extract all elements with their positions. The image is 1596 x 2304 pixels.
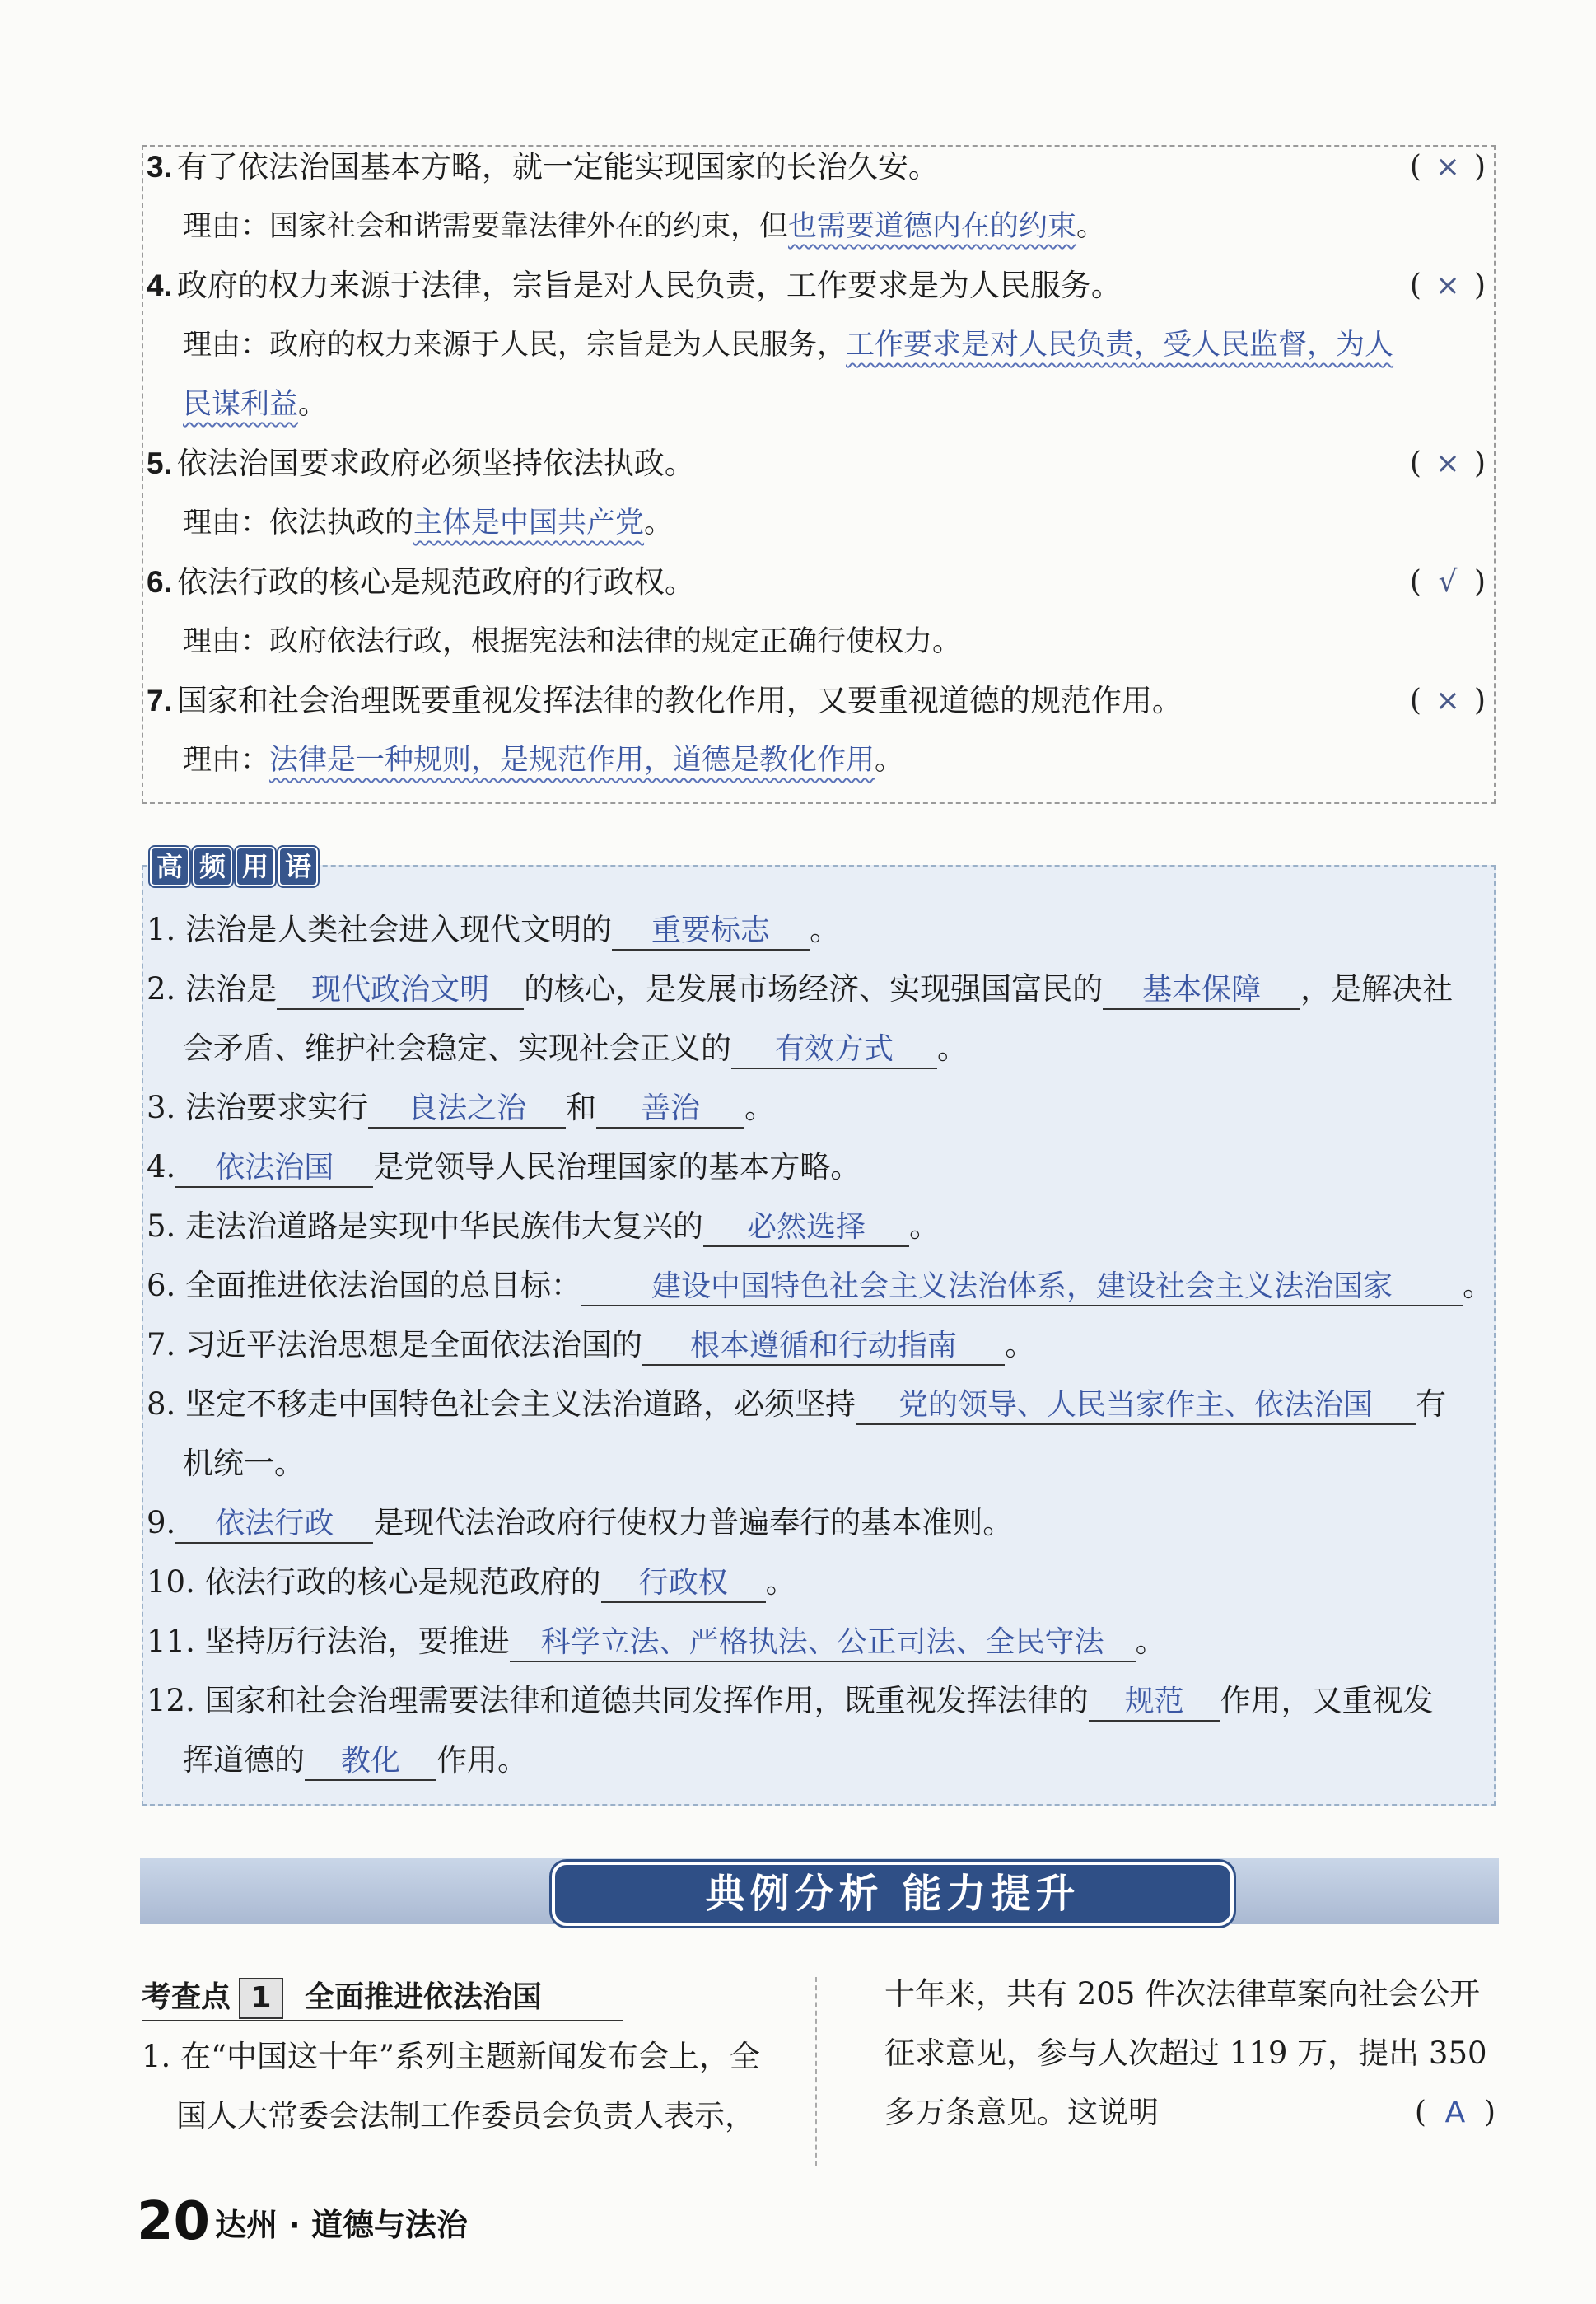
phrase-12-cont: 挥道德的 教化 作用。 xyxy=(183,1740,1489,1781)
handwritten-answer: 也需要道德内在的约束 xyxy=(788,210,1077,243)
cross-mark: × xyxy=(1435,269,1461,302)
phrase-12: 12. 国家和社会治理需要法律和道德共同发挥作用，既重视发挥法律的 规范 作用，又重视发 xyxy=(147,1680,1489,1722)
high-frequency-phrases xyxy=(142,851,1496,1806)
reason-3: 理由：国家社会和谐需要靠法律外在的约束，但也需要道德内在的约束。 xyxy=(183,210,1106,243)
exam-point-number: 1 xyxy=(239,1978,283,2019)
fill-blank: 建设中国特色社会主义法治体系，建设社会主义法治国家 xyxy=(581,1269,1463,1306)
item-number: 3. xyxy=(147,150,172,184)
cross-mark: × xyxy=(1435,446,1461,480)
fill-blank: 重要标志 xyxy=(612,913,810,951)
statement-5: 5. 依法治国要求政府必须坚持依法执政。 ( × ) xyxy=(147,443,1494,484)
statement-6: 6. 依法行政的核心是规范政府的行政权。 ( √ ) xyxy=(147,562,1494,603)
phrase-2: 2. 法治是 现代政治文明 的核心，是发展市场经济、实现强国富民的 基本保障 ，是解决社 xyxy=(147,969,1489,1010)
fill-blank: 依法行政 xyxy=(175,1506,373,1544)
cross-mark: × xyxy=(1435,684,1461,717)
handwritten-answer: 民谋利益 xyxy=(183,388,299,421)
reason-5: 理由：依法执政的主体是中国共产党。 xyxy=(183,507,674,540)
question-1-line-4: 征求意见，参与人次超过 119 万，提出 350 xyxy=(884,2035,1487,2071)
statement-7: 7. 国家和社会治理既要重视发挥法律的教化作用，又要重视道德的规范作用。 ( × ) xyxy=(147,680,1494,722)
statement-4: 4. 政府的权力来源于法律，宗旨是对人民负责，工作要求是为人民服务。 ( × ) xyxy=(147,265,1494,306)
phrase-2-cont: 会矛盾、维护社会稳定、实现社会正义的 有效方式 。 xyxy=(183,1028,1489,1069)
statement-text: 有了依法治国基本方略，就一定能实现国家的长治久安。 xyxy=(176,149,939,185)
phrase-8-cont: 机统一。 xyxy=(183,1446,305,1481)
question-1-line-1: 1. 在“中国这十年”系列主题新闻发布会上，全 xyxy=(142,2039,760,2074)
handwritten-answer: 主体是中国共产党 xyxy=(413,507,645,540)
fill-blank: 良法之治 xyxy=(368,1091,566,1129)
check-mark: √ xyxy=(1438,565,1458,599)
handwritten-choice: A xyxy=(1444,2096,1466,2129)
handwritten-answer: 法律是一种规则，是规范作用，道德是教化作用 xyxy=(269,744,875,777)
reason-6: 理由：政府依法行政，根据宪法和法律的规定正确行使权力。 xyxy=(183,625,962,658)
fill-blank: 科学立法、严格执法、公正司法、全民守法 xyxy=(510,1624,1136,1662)
phrase-9: 9. 依法行政 是现代法治政府行使权力普遍奉行的基本准则。 xyxy=(147,1503,1489,1544)
fill-blank: 现代政治文明 xyxy=(277,972,524,1010)
answer-mark: ( × ) xyxy=(1410,265,1486,306)
cross-mark: × xyxy=(1435,150,1461,184)
phrase-3: 3. 法治要求实行 良法之治 和 善治 。 xyxy=(147,1087,1489,1129)
question-1-line-5: 多万条意见。这说明 xyxy=(884,2095,1159,2130)
fill-blank: 善治 xyxy=(596,1091,744,1129)
question-1-line-2: 国人大常委会法制工作委员会负责人表示， xyxy=(176,2098,755,2133)
fill-blank: 行政权 xyxy=(601,1565,766,1603)
phrase-10: 10. 依法行政的核心是规范政府的 行政权 。 xyxy=(147,1562,1489,1603)
exam-point-label: 考查点 xyxy=(142,1980,231,2014)
answer-mark: ( × ) xyxy=(1410,680,1486,722)
page-footer xyxy=(137,2191,468,2252)
reason-7: 理由：法律是一种规则，是规范作用，道德是教化作用。 xyxy=(183,744,904,777)
phrase-6: 6. 全面推进依法治国的总目标： 建设中国特色社会主义法治体系，建设社会主义法治国家 。 xyxy=(147,1265,1489,1306)
phrase-1: 1. 法治是人类社会进入现代文明的 重要标志 。 xyxy=(147,909,1489,951)
fill-blank: 有效方式 xyxy=(731,1031,937,1069)
exam-point-heading xyxy=(142,1975,623,2021)
fill-blank: 依法治国 xyxy=(175,1150,373,1188)
fill-blank: 根本遵循和行动指南 xyxy=(642,1328,1005,1366)
phrase-4: 4. 依法治国 是党领导人民治理国家的基本方略。 xyxy=(147,1147,1489,1188)
phrase-8: 8. 坚定不移走中国特色社会主义法治道路，必须坚持 党的领导、人民当家作主、依法治国 有 xyxy=(147,1384,1489,1425)
question-1-answer: ( A ) xyxy=(1415,2092,1496,2133)
fill-blank: 规范 xyxy=(1089,1684,1220,1722)
column-divider xyxy=(815,1977,817,2166)
fill-blank: 党的领导、人民当家作主、依法治国 xyxy=(856,1387,1416,1425)
judgement-section xyxy=(142,145,1496,804)
section-tag: 高 频 用 语 xyxy=(150,847,318,886)
handwritten-answer: 工作要求是对人民负责，受人民监督，为人 xyxy=(846,329,1394,362)
answer-mark: ( √ ) xyxy=(1410,562,1486,603)
page-number: 20 xyxy=(137,2191,211,2252)
answer-mark: ( × ) xyxy=(1410,443,1486,484)
fill-blank: 教化 xyxy=(305,1743,436,1781)
reason-4-cont: 民谋利益。 xyxy=(183,388,328,421)
fill-blank: 必然选择 xyxy=(703,1209,909,1247)
answer-mark: ( × ) xyxy=(1410,147,1486,188)
statement-3 xyxy=(147,147,1494,188)
phrase-5: 5. 走法治道路是实现中华民族伟大复兴的 必然选择 。 xyxy=(147,1206,1489,1247)
fill-blank: 基本保障 xyxy=(1103,972,1300,1010)
question-1-line-3: 十年来，共有 205 件次法律草案向社会公开 xyxy=(884,1976,1481,2012)
phrase-7: 7. 习近平法治思想是全面依法治国的 根本遵循和行动指南 。 xyxy=(147,1325,1489,1366)
book-title: 达州 · 道德与法治 xyxy=(215,2206,468,2243)
phrase-11: 11. 坚持厉行法治，要推进 科学立法、严格执法、公正司法、全民守法 。 xyxy=(147,1621,1489,1662)
exam-point-title: 全面推进依法治国 xyxy=(305,1980,543,2014)
banner-title: 典例分析 能力提升 xyxy=(552,1862,1234,1926)
section-banner xyxy=(140,1858,1499,1924)
reason-4: 理由：政府的权力来源于人民，宗旨是为人民服务，工作要求是对人民负责，受人民监督，为人 xyxy=(183,329,1394,362)
